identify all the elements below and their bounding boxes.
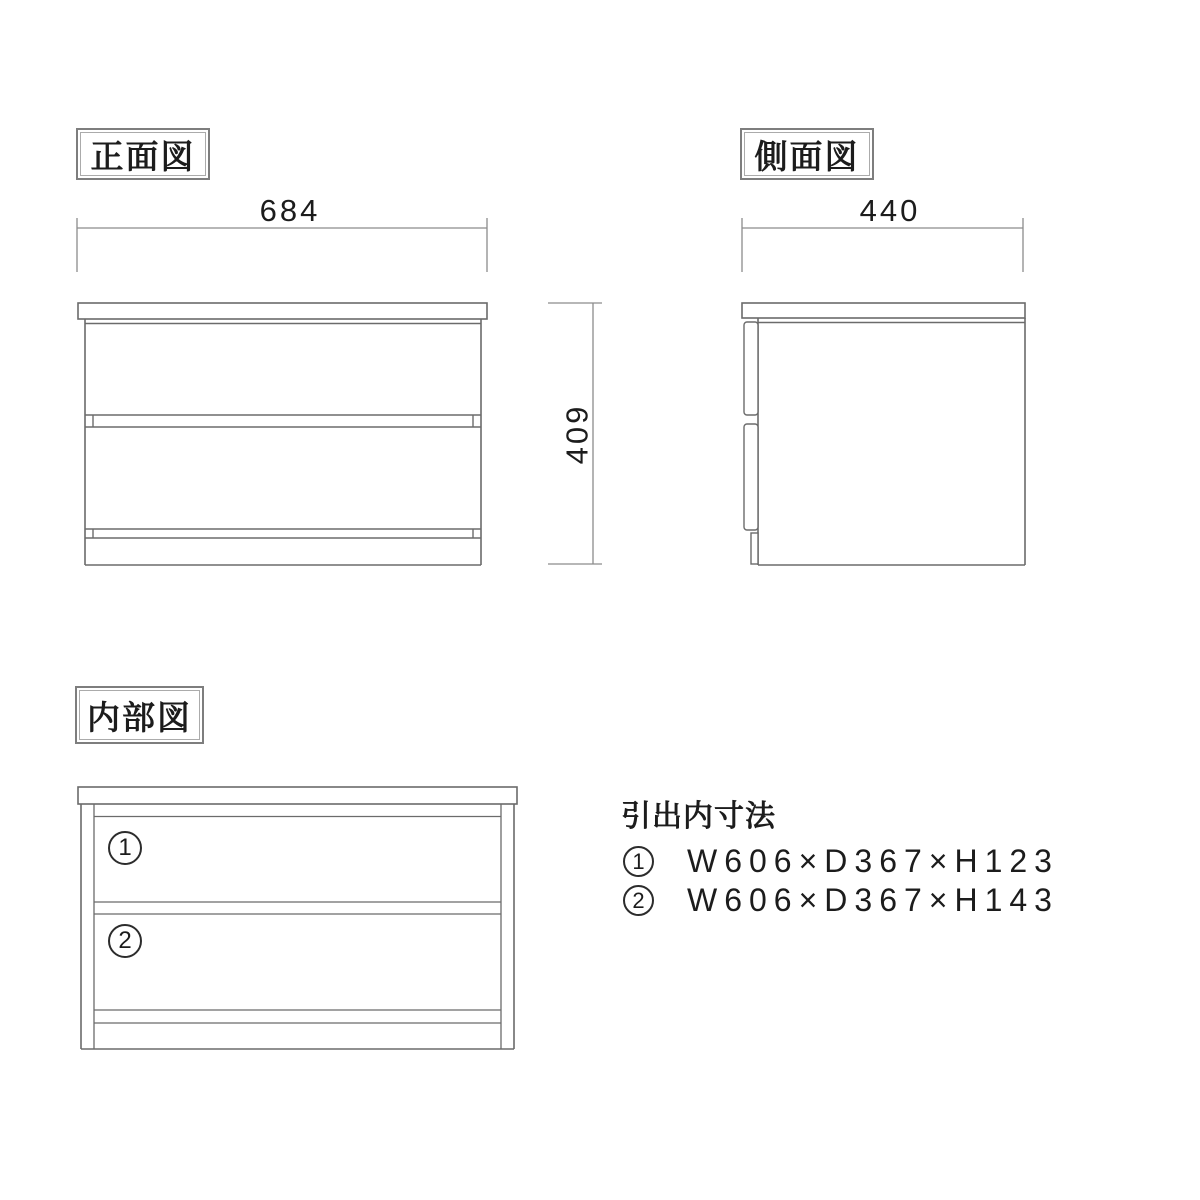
top-panel-side <box>742 303 1025 318</box>
drawer2-row-number: 2 <box>623 885 654 916</box>
internal-drawer2-number: 2 <box>108 924 142 958</box>
internal-view-label: 内部図 <box>79 690 200 740</box>
drawer2-dims-value: W606×D367×H143 <box>687 882 1059 918</box>
front-view-label: 正面図 <box>80 132 206 176</box>
front-view <box>77 193 602 565</box>
base-foot-profile <box>751 533 758 564</box>
internal-drawer1-number: 1 <box>108 831 142 865</box>
drawer1-dims-row <box>623 843 1059 880</box>
side-view-label: 側面図 <box>744 132 870 176</box>
front-height-value: 409 <box>559 403 595 465</box>
drawer2-dims-row <box>623 882 1059 919</box>
top-panel <box>78 303 487 319</box>
drawer1-row-number: 1 <box>623 846 654 877</box>
drawer-gap-2 <box>85 529 481 538</box>
drawer-gap-1 <box>85 415 481 427</box>
side-depth-value: 440 <box>859 193 921 228</box>
drawer-inner-dims-title: 引出内寸法 <box>621 800 776 833</box>
drawer2-front-profile <box>744 424 758 530</box>
top-panel-internal <box>78 787 517 804</box>
side-view-label-box <box>740 128 874 180</box>
internal-view-label-box <box>75 686 204 744</box>
drawer1-front-profile <box>744 322 758 415</box>
front-view-label-box <box>76 128 210 180</box>
side-view <box>742 193 1025 565</box>
internal-view <box>78 787 517 1049</box>
drawer1-dims-value: W606×D367×H123 <box>687 843 1059 879</box>
front-width-value: 684 <box>259 193 321 228</box>
